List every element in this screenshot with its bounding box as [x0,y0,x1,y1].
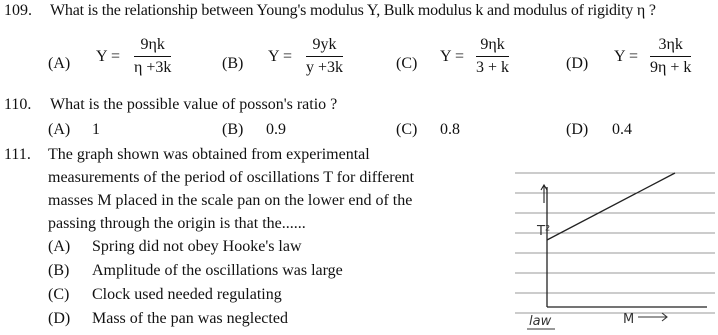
q111-option-c-label: (C) [48,286,70,303]
q111-line-1: The graph shown was obtained from experimental [48,146,370,163]
q109-option-a-fraction [134,36,171,77]
q109-option-c-denominator: 3 + k [476,59,510,76]
q111-option-d-label: (D) [48,310,71,327]
q110-option-d-value: 0.4 [612,121,632,138]
q109-option-a-numerator: 9ηk [134,36,171,57]
q109-option-a-label: (A) [48,55,71,72]
q109-option-c-label: (C) [396,55,418,72]
q110-option-a-value: 1 [92,121,100,138]
q110-option-b-label: (B) [222,121,244,138]
q111-option-d-text: Mass of the pan was neglected [92,310,288,327]
x-axis-arrow-icon [638,313,667,321]
q111-line-2: measurements of the period of oscillations T for different [48,169,415,186]
q111-option-a-text: Spring did not obey Hooke's law [92,238,302,255]
q109-option-b-fraction [306,36,343,77]
q110-number: 110. [4,96,32,113]
q111-option-c-text: Clock used needed regulating [92,286,282,303]
corner-label: law [529,314,552,329]
q111-option-a-label: (A) [48,238,71,255]
q111-option-b-label: (B) [48,262,70,279]
q109-option-b-denominator: y +3k [306,59,344,76]
x-axis-label: M [623,312,635,327]
q111-number: 111. [4,146,31,163]
q109-option-b-label: (B) [222,55,244,72]
q109-option-d-lhs: Y = [614,48,638,65]
q109-option-c-fraction [476,36,509,77]
q110-option-d-label: (D) [566,121,589,138]
q109-option-a-denominator: η +3k [134,59,172,76]
q109-number: 109. [4,2,32,19]
q111-line-4: passing through the origin is that the...... [48,215,306,232]
q109-option-c-lhs: Y = [440,48,464,65]
q109-option-b-numerator: 9yk [306,36,343,57]
q110-option-a-label: (A) [48,121,71,138]
q111-line-3: masses M placed in the scale pan on the lower end of the [48,192,413,209]
q109-option-d-denominator: 9η + k [650,59,692,76]
q109-option-d-label: (D) [566,55,589,72]
y-axis-label: T² [537,224,551,239]
q109-option-b-lhs: Y = [268,48,292,65]
q109-text: What is the relationship between Young's modulus Y, Bulk modulus k and modulus of rigidity η ? [50,2,656,19]
q110-text: What is the possible value of posson's ratio ? [50,96,338,113]
q109-option-d-numerator: 3ηk [650,36,691,57]
y-axis-arrow-icon [541,185,547,203]
graph-line [547,173,675,240]
q109-option-d-fraction [650,36,691,77]
ruled-lines [515,173,715,313]
q110-option-c-value: 0.8 [440,121,460,138]
q109-option-a-lhs: Y = [96,48,120,65]
q109-option-c-numerator: 9ηk [476,36,509,57]
q111-option-b-text: Amplitude of the oscillations was large [92,262,343,279]
q110-option-c-label: (C) [396,121,418,138]
t-squared-vs-mass-graph [515,165,715,335]
q110-option-b-value: 0.9 [266,121,286,138]
